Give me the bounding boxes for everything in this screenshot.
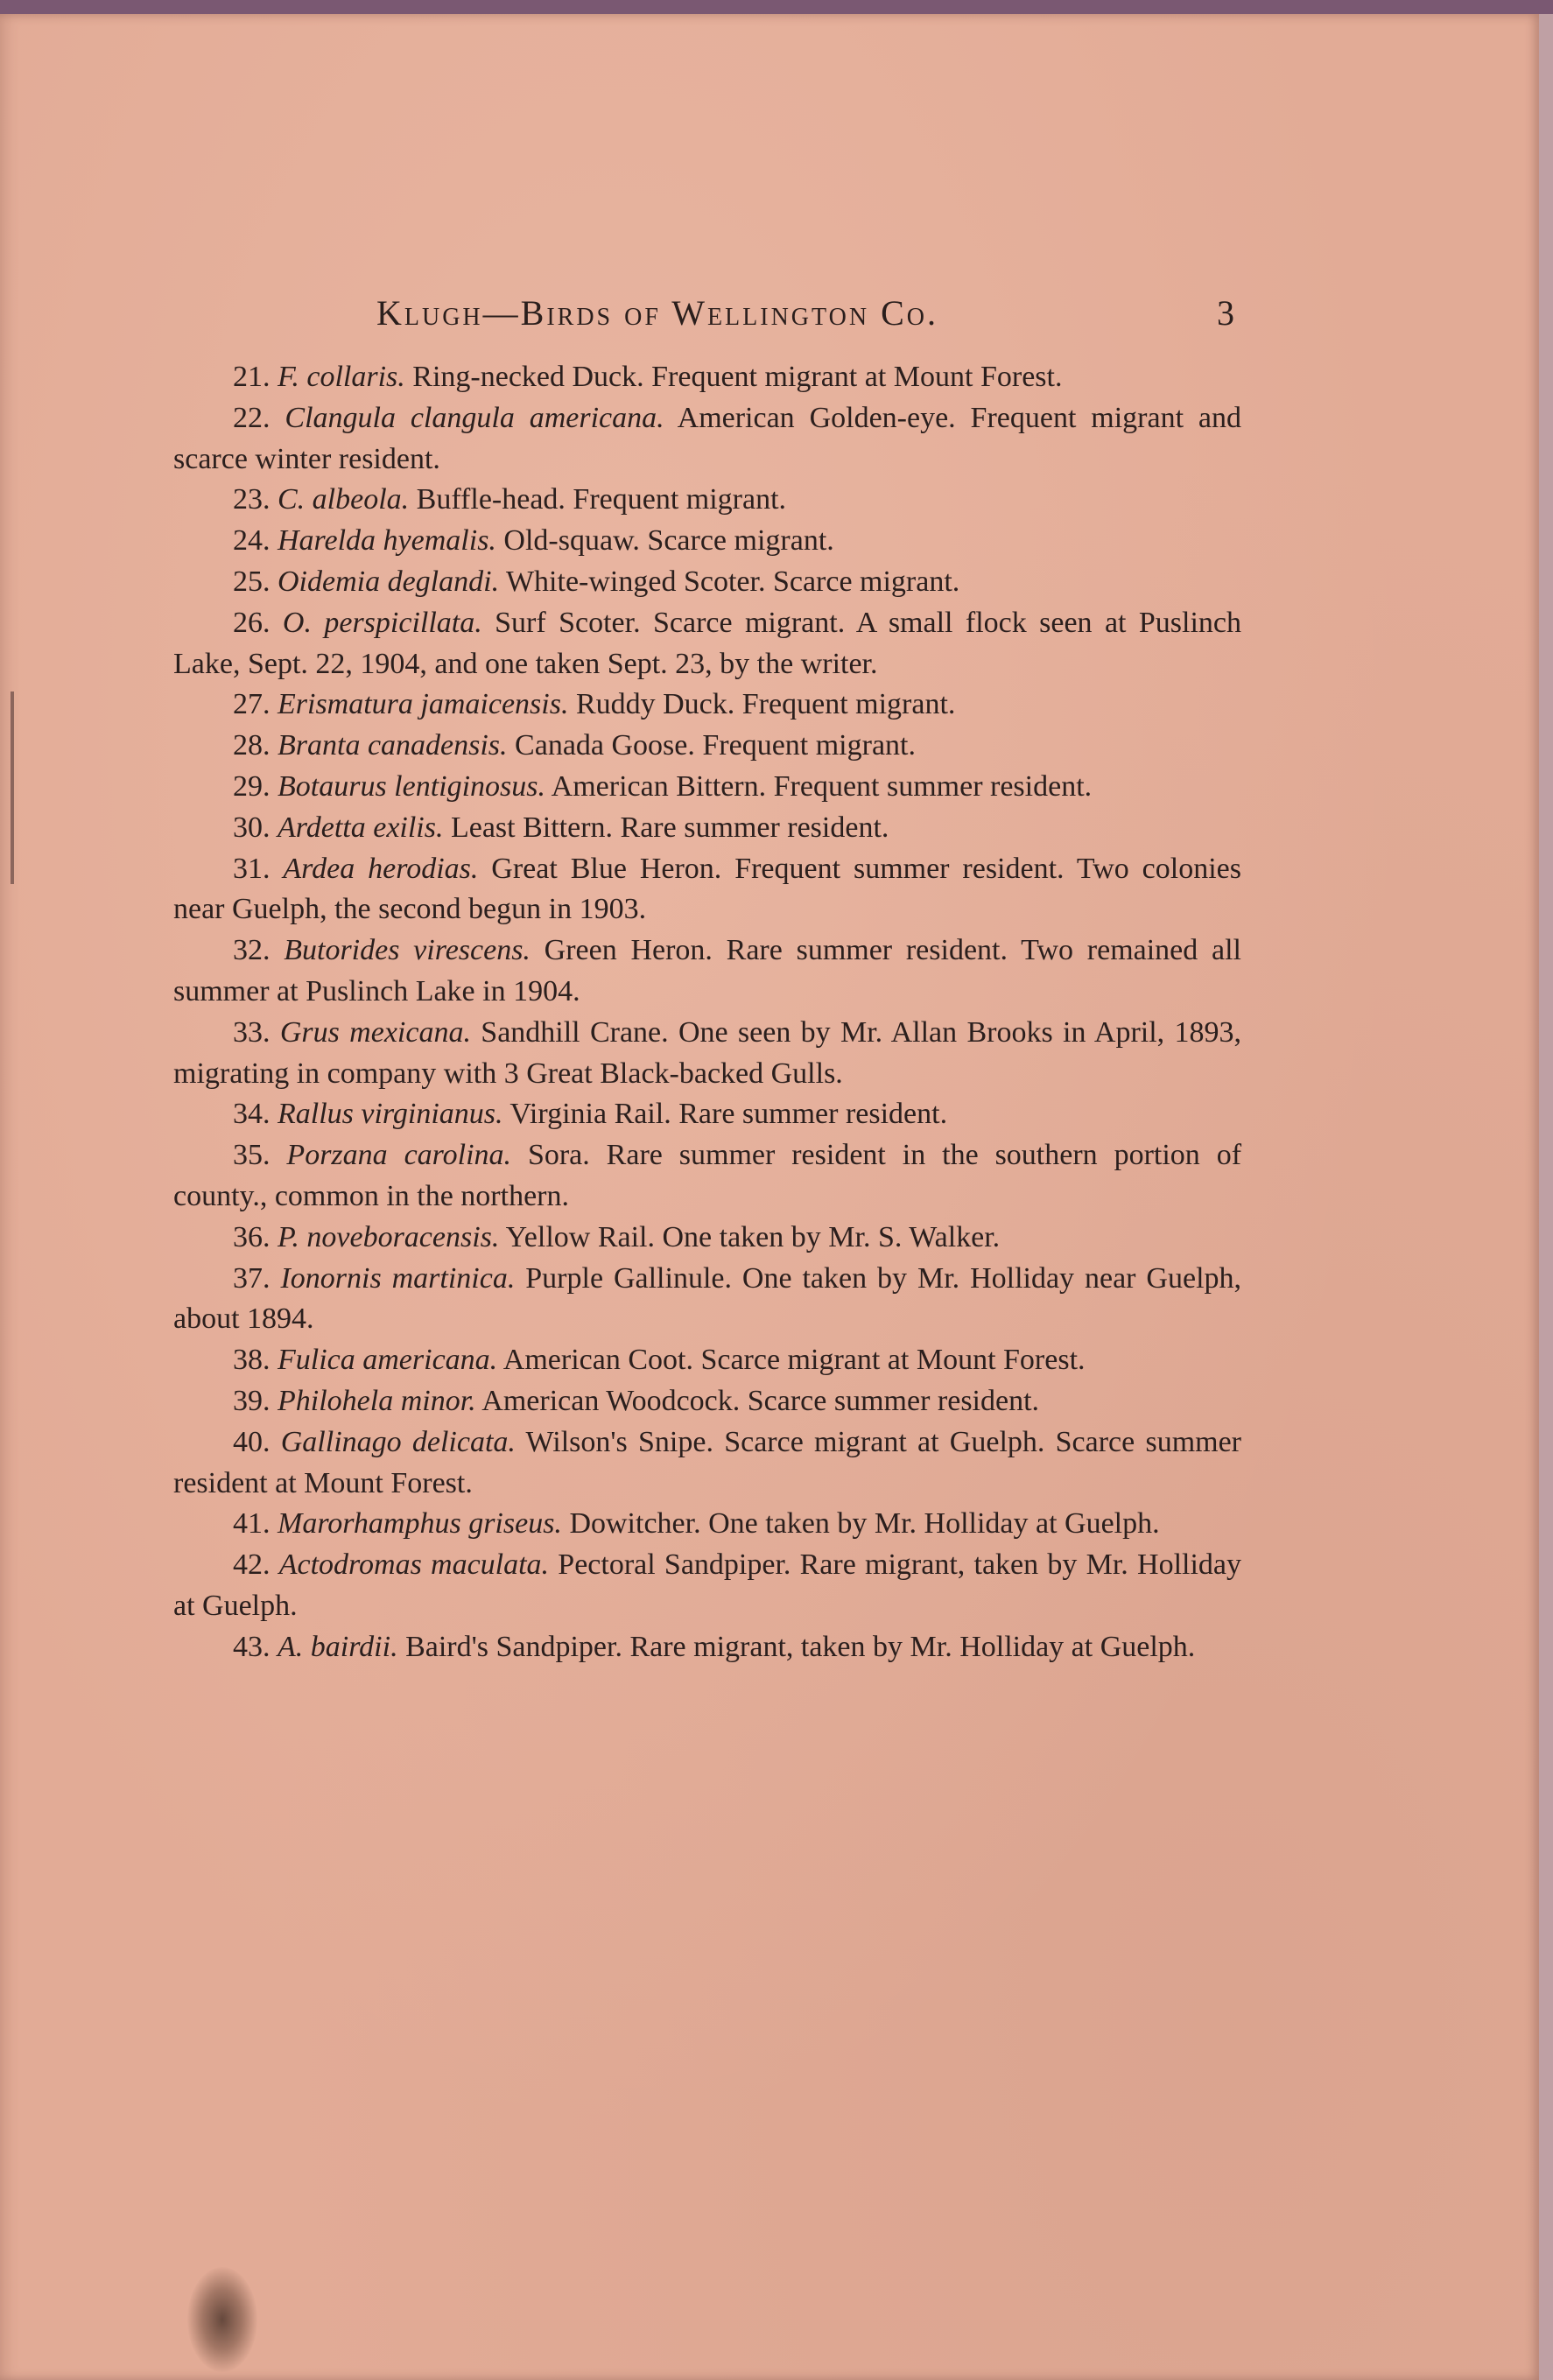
species-entry: [173, 562, 1241, 603]
entry-number: 31.: [233, 852, 271, 885]
scientific-name: F. collaris.: [278, 361, 405, 393]
entry-text: Dowitcher. One taken by Mr. Holliday at Guelph.: [569, 1507, 1160, 1541]
entry-text: White-winged Scoter. Scarce migrant.: [505, 565, 960, 598]
species-entry: [173, 1094, 1241, 1135]
scientific-name: Fulica americana.: [278, 1344, 498, 1377]
entry-text: American Woodcock. Scarce summer resident.: [481, 1384, 1040, 1417]
entry-text: Least Bittern. Rare summer resident.: [450, 811, 889, 844]
scientific-name: Marorhamphus griseus.: [278, 1507, 562, 1541]
entry-number: 27.: [233, 688, 271, 721]
entry-number: 33.: [233, 1015, 271, 1049]
page-edge: [1539, 14, 1553, 2380]
species-entry: [173, 398, 1241, 481]
entry-text: American Coot. Scarce migrant at Mount Forest.: [502, 1344, 1086, 1377]
entry-text: Virginia Rail. Rare summer resident.: [509, 1098, 948, 1131]
entry-text: Great Blue Heron. Frequent summer resident. Two colonies near Guelph, the second begun in 1903.: [173, 852, 1241, 926]
binding-mark: [11, 692, 14, 884]
species-list: [173, 357, 1241, 1668]
entry-number: 42.: [233, 1548, 271, 1582]
entry-number: 23.: [233, 483, 271, 516]
entry-number: 24.: [233, 524, 271, 558]
entry-text: Ring-necked Duck. Frequent migrant at Mount Forest.: [412, 361, 1063, 393]
scientific-name: Oidemia deglandi.: [278, 565, 500, 598]
entry-text: Surf Scoter. Scarce migrant. A small flock seen at Puslinch Lake, Sept. 22, 1904, and one taken Sept. 23, by the writer.: [173, 606, 1242, 680]
species-entry: [173, 1381, 1241, 1422]
entry-number: 38.: [233, 1344, 271, 1377]
entry-number: 43.: [233, 1630, 271, 1663]
entry-number: 40.: [233, 1425, 271, 1458]
scientific-name: O. perspicillata.: [282, 606, 482, 639]
species-entry: [173, 849, 1241, 931]
species-entry: [173, 1627, 1241, 1668]
entry-text: Buffle-head. Frequent migrant.: [416, 483, 787, 516]
entry-number: 25.: [233, 565, 271, 598]
species-entry: [173, 1218, 1241, 1259]
scientific-name: Harelda hyemalis.: [278, 524, 496, 558]
entry-number: 28.: [233, 729, 271, 762]
entry-number: 36.: [233, 1220, 271, 1253]
species-entry: [173, 726, 1241, 767]
scientific-name: Clangula clangula americana.: [285, 401, 664, 434]
scientific-name: Butorides virescens.: [284, 934, 531, 967]
running-title: Klugh—Birds of Wellington Co.: [376, 293, 938, 333]
scientific-name: C. albeola.: [278, 483, 410, 516]
scientific-name: Erismatura jamaicensis.: [278, 688, 569, 721]
entry-number: 30.: [233, 811, 271, 844]
scientific-name: A. bairdii.: [278, 1630, 398, 1663]
species-entry: [173, 930, 1241, 1013]
scientific-name: P. noveboracensis.: [278, 1220, 500, 1253]
scientific-name: Rallus virginianus.: [278, 1098, 503, 1131]
scientific-name: Actodromas maculata.: [278, 1548, 550, 1582]
entry-number: 37.: [233, 1261, 271, 1295]
species-entry: [173, 808, 1241, 849]
entry-text: Sora. Rare summer resident in the southern portion of county., common in the northern.: [173, 1139, 1242, 1212]
scientific-name: Branta canadensis.: [278, 729, 508, 762]
species-entry: [173, 1504, 1241, 1545]
page-stain: [187, 2267, 257, 2372]
species-entry: [173, 1013, 1241, 1095]
entry-number: 34.: [233, 1098, 271, 1131]
species-entry: [173, 357, 1241, 398]
scientific-name: Ardetta exilis.: [278, 811, 444, 844]
species-entry: [173, 521, 1241, 562]
entry-text: Wilson's Snipe. Scarce migrant at Guelph. Scarce summer resident at Mount Forest.: [173, 1425, 1242, 1499]
entry-text: Ruddy Duck. Frequent migrant.: [575, 688, 956, 721]
species-entry: [173, 603, 1241, 685]
species-entry: [173, 767, 1241, 808]
scientific-name: Porzana carolina.: [286, 1139, 512, 1172]
entry-text: American Golden-eye. Frequent migrant and scarce winter resident.: [173, 401, 1242, 475]
entry-number: 26.: [233, 606, 271, 639]
page-number: 3: [1217, 293, 1234, 333]
species-entry: [173, 1422, 1241, 1505]
species-entry: [173, 685, 1241, 726]
scientific-name: Ionornis martinica.: [280, 1261, 516, 1295]
entry-text: American Bittern. Frequent summer resident.: [551, 769, 1093, 803]
entry-number: 32.: [233, 934, 271, 967]
species-entry: [173, 1340, 1241, 1381]
scientific-name: Gallinago delicata.: [280, 1425, 516, 1458]
species-entry: [173, 1545, 1241, 1627]
entry-text: Pectoral Sandpiper. Rare migrant, taken by Mr. Holliday at Guelph.: [173, 1548, 1241, 1622]
entry-text: Green Heron. Rare summer resident. Two remained all summer at Puslinch Lake in 1904.: [173, 934, 1241, 1007]
entry-number: 35.: [233, 1139, 271, 1172]
entry-text: Sandhill Crane. One seen by Mr. Allan Brooks in April, 1893, migrating in company with 3 Great Black-backed Gulls.: [173, 1015, 1242, 1090]
entry-text: Baird's Sandpiper. Rare migrant, taken by Mr. Holliday at Guelph.: [405, 1630, 1196, 1663]
species-entry: [173, 1259, 1241, 1341]
entry-text: Purple Gallinule. One taken by Mr. Holliday near Guelph, about 1894.: [173, 1261, 1242, 1336]
entry-number: 39.: [233, 1384, 271, 1417]
entry-number: 22.: [233, 401, 271, 434]
scientific-name: Grus mexicana.: [279, 1015, 471, 1049]
entry-text: Old-squaw. Scarce migrant.: [503, 524, 834, 558]
scientific-name: Ardea herodias.: [283, 852, 479, 885]
entry-number: 41.: [233, 1507, 271, 1541]
entry-number: 29.: [233, 769, 271, 803]
species-entry: [173, 480, 1241, 521]
scientific-name: Botaurus lentiginosus.: [278, 769, 546, 803]
entry-text: Yellow Rail. One taken by Mr. S. Walker.: [505, 1220, 1001, 1253]
scientific-name: Philohela minor.: [278, 1384, 476, 1417]
entry-number: 21.: [233, 361, 271, 393]
entry-text: Canada Goose. Frequent migrant.: [515, 729, 916, 762]
species-entry: [173, 1135, 1241, 1218]
running-head: [175, 287, 1234, 340]
